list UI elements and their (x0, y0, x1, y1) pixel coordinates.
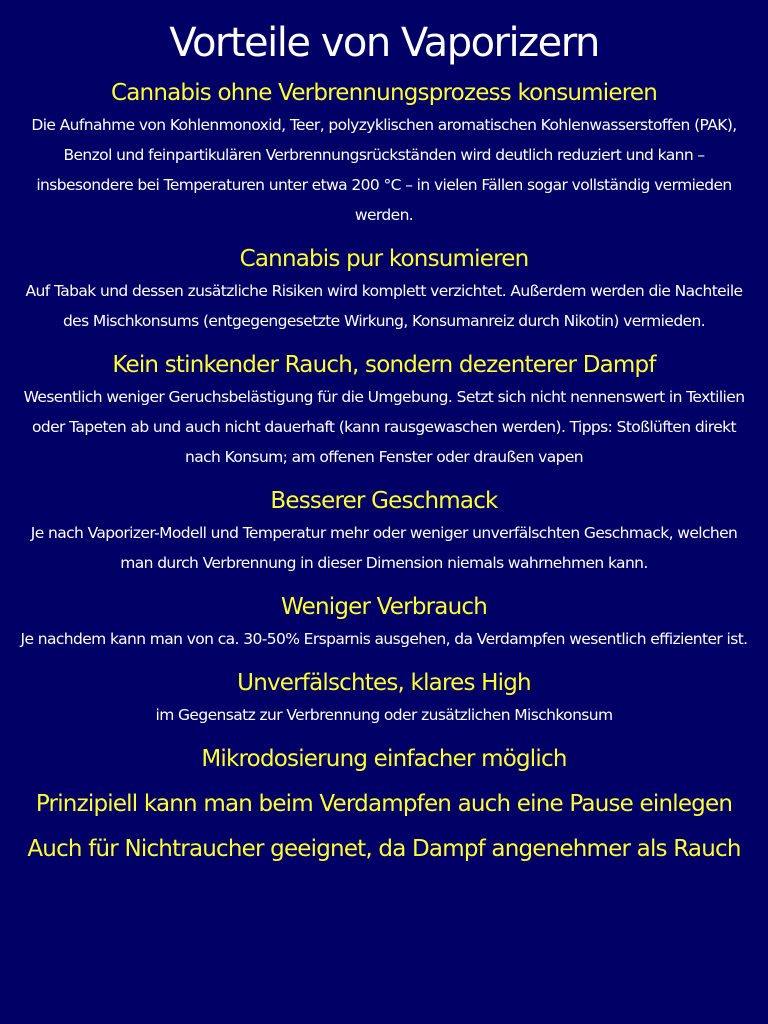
section-heading: Unverfälschtes, klares High (237, 670, 531, 696)
section-body: Je nach Vaporizer-Modell und Temperatur mehr oder weniger unverfälschten Geschmack, welchen man durch Verbrennung in dieser Dimension niemals wahrnehmen kann. (30, 524, 738, 572)
section-heading: Cannabis pur konsumieren (239, 246, 529, 272)
section-non-smokers (14, 834, 754, 864)
section-heading: Auch für Nichtraucher geeignet, da Dampf angenehmer als Rauch (27, 836, 741, 862)
section-consumption (14, 592, 754, 654)
section-heading: Weniger Verbrauch (281, 594, 487, 620)
section-pause (14, 789, 754, 819)
section-body: Die Aufnahme von Kohlenmonoxid, Teer, polyzyklischen aromatischen Kohlenwasserstoffen (PAK), Benzol und feinpartikulären Verbrennungsrückständen wird deutlich reduziert und kann – insbesondere bei Temperaturen unter etwa 200 °C – in vielen Fällen sogar vollständig vermieden werden. (31, 116, 737, 224)
section-heading: Mikrodosierung einfacher möglich (201, 746, 567, 772)
section-taste (14, 486, 754, 578)
section-body: Je nachdem kann man von ca. 30-50% Ersparnis ausgehen, da Verdampfen wesentlich effizienter ist. (20, 630, 748, 648)
section-pure (14, 244, 754, 336)
section-body: Wesentlich weniger Geruchsbelästigung für die Umgebung. Setzt sich nicht nennenswert in Textilien oder Tapeten ab und auch nicht dauerhaft (kann rausgewaschen werden). Tipps: Stoßlüften direkt nach Konsum; am offenen Fenster oder draußen vapen (23, 388, 745, 466)
section-no-combustion (14, 78, 754, 230)
section-heading: Besserer Geschmack (270, 488, 498, 514)
section-body: Auf Tabak und dessen zusätzliche Risiken wird komplett verzichtet. Außerdem werden die Nachteile des Mischkonsums (entgegengesetzte Wirkung, Konsumanreiz durch Nikotin) vermieden. (25, 282, 743, 330)
section-heading: Kein stinkender Rauch, sondern dezenterer Dampf (112, 352, 656, 378)
section-body: im Gegensatz zur Verbrennung oder zusätzlichen Mischkonsum (155, 706, 613, 724)
section-heading: Cannabis ohne Verbrennungsprozess konsumieren (111, 80, 657, 106)
page-title: Vorteile von Vaporizern (169, 20, 599, 66)
section-clear-high (14, 668, 754, 730)
section-microdosing (14, 744, 754, 774)
section-vapor (14, 350, 754, 472)
section-heading: Prinzipiell kann man beim Verdampfen auch eine Pause einlegen (35, 791, 733, 817)
